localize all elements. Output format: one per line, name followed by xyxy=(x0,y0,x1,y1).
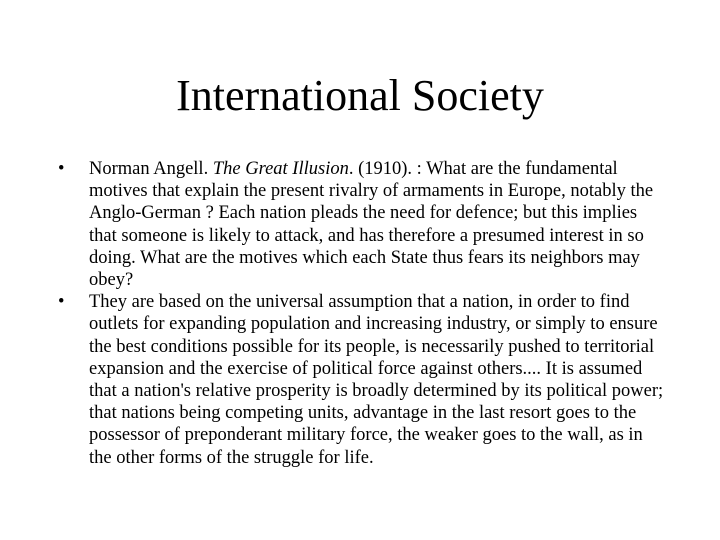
book-title: The Great Illusion xyxy=(212,159,349,179)
bullet-text: They are based on the universal assumption that a nation, in order to find outlets for expanding population and increasing industry, or simply to ensure the best conditions possible for its people, is necessarily pushed to territorial expansion and the exercise of political force against others.... It is assumed that a nation's relative prosperity is broadly determined by its political power; that nations being competing units, advantage in the last resort goes to the possessor of preponderant military force, the weaker goes to the wall, as in the other forms of the struggle for life. xyxy=(89,292,664,468)
bullet-icon: • xyxy=(58,159,65,179)
bullet-item-assumption xyxy=(56,291,668,469)
bullet-text: . (1910). : What are the fundamental motives that explain the present rivalry of armaments in Europe, notably the Anglo-German ? Each nation pleads the need for defence; but this implies that someone is likely to attack, and has therefore a presumed interest in so doing. What are the motives which each State thus fears its neighbors may obey? xyxy=(89,159,654,291)
bullet-author: Norman Angell. xyxy=(89,159,213,179)
bullet-list xyxy=(56,158,668,469)
bullet-item-angell xyxy=(56,158,668,291)
bullet-icon: • xyxy=(58,292,65,313)
slide-title: International Society xyxy=(176,71,544,120)
